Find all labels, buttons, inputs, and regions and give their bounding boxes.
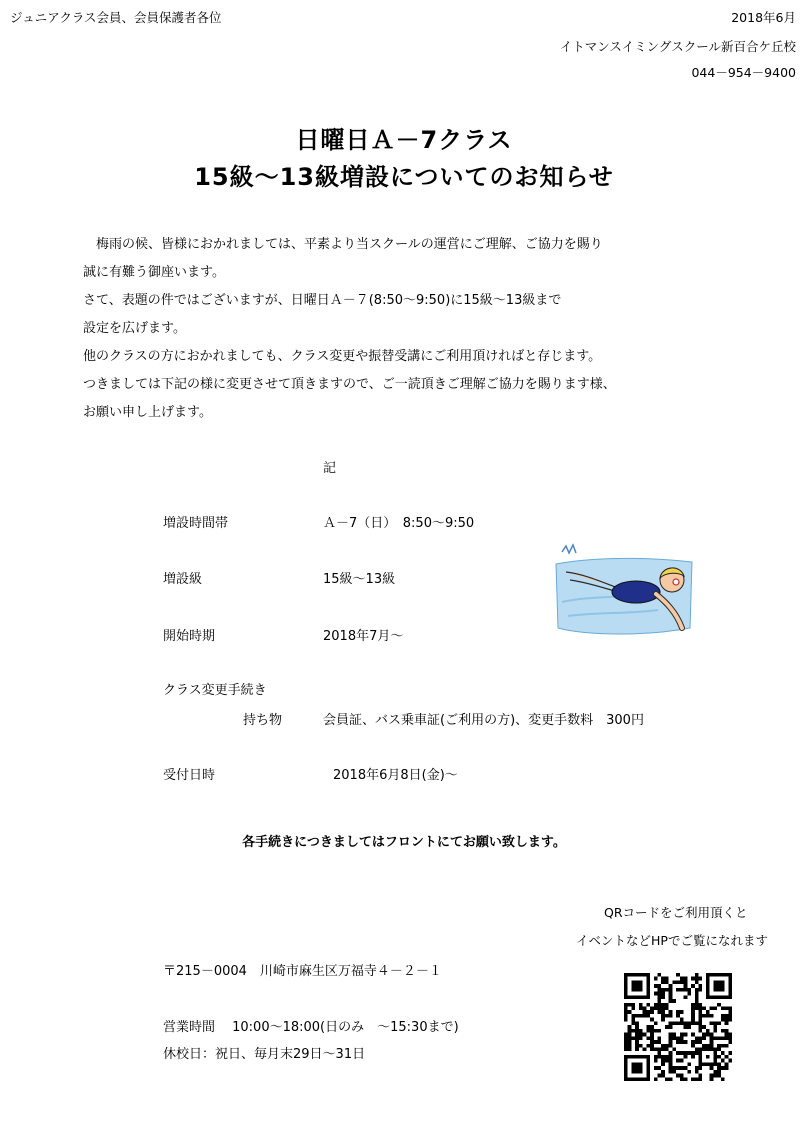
school-address: 〒215－0004 川崎市麻生区万福寺４－２－１ — [163, 964, 442, 979]
level-value: 15級～13級 — [323, 572, 396, 587]
procedure-label: クラス変更手続き — [163, 683, 267, 698]
body-line-1: 梅雨の候、皆様におかれましては、平素より当スクールの運営にご理解、ご協力を賜り — [96, 237, 603, 252]
body-line-7: お願い申し上げます。 — [83, 405, 212, 420]
business-hours: 営業時間 10:00～18:00(日のみ ～15:30まで) — [163, 1020, 459, 1035]
body-line-5: 他のクラスの方におかれましても、クラス変更や振替受講にご利用頂ければと存じます。 — [83, 349, 602, 364]
swimmer-illustration — [548, 542, 698, 646]
school-name: イトマンスイミングスクール新百合ケ丘校 — [559, 39, 796, 54]
qr-caption-line-1: QRコードをご利用頂くと — [604, 905, 748, 920]
accept-label: 受付日時 — [163, 768, 216, 783]
title-line-2: 15級～13級増設についてのお知らせ — [194, 163, 614, 191]
front-desk-notice: 各手続きにつきましてはフロントにてお願い致します。 — [242, 835, 566, 850]
qr-code-image[interactable] — [624, 973, 732, 1081]
level-label: 増設級 — [163, 572, 203, 587]
body-line-2: 誠に有難う御座います。 — [83, 265, 225, 280]
body-line-4: 設定を広げます。 — [83, 321, 186, 336]
start-label: 開始時期 — [163, 629, 216, 644]
time-label: 増設時間帯 — [163, 516, 229, 531]
closed-days: 休校日：祝日、毎月末29日～31日 — [163, 1047, 366, 1062]
qr-caption-line-2: イベントなどHPでご覧になれます — [576, 933, 768, 948]
body-line-6: つきましては下記の様に変更させて頂きますので、ご一読頂きご理解ご協力を賜ります様、 — [83, 377, 616, 392]
title-line-1: 日曜日Ａ－7クラス — [295, 126, 513, 154]
body-line-3: さて、表題の件ではございますが、日曜日Ａ－７(8:50～9:50)に15級～13級まで — [83, 293, 562, 308]
time-value: Ａ－7（日） 8:50～9:50 — [323, 516, 475, 531]
accept-value: 2018年6月8日(金)～ — [333, 768, 458, 783]
items-label: 持ち物 — [243, 713, 283, 728]
start-value: 2018年7月～ — [323, 629, 404, 644]
recipient-line: ジュニアクラス会員、会員保護者各位 — [10, 10, 222, 25]
school-phone: 044－954－9400 — [691, 65, 796, 80]
notice-date: 2018年6月 — [731, 10, 796, 25]
items-value: 会員証、バス乗車証(ご利用の方)、変更手数料 300円 — [323, 713, 644, 728]
ki-heading: 記 — [323, 461, 337, 476]
